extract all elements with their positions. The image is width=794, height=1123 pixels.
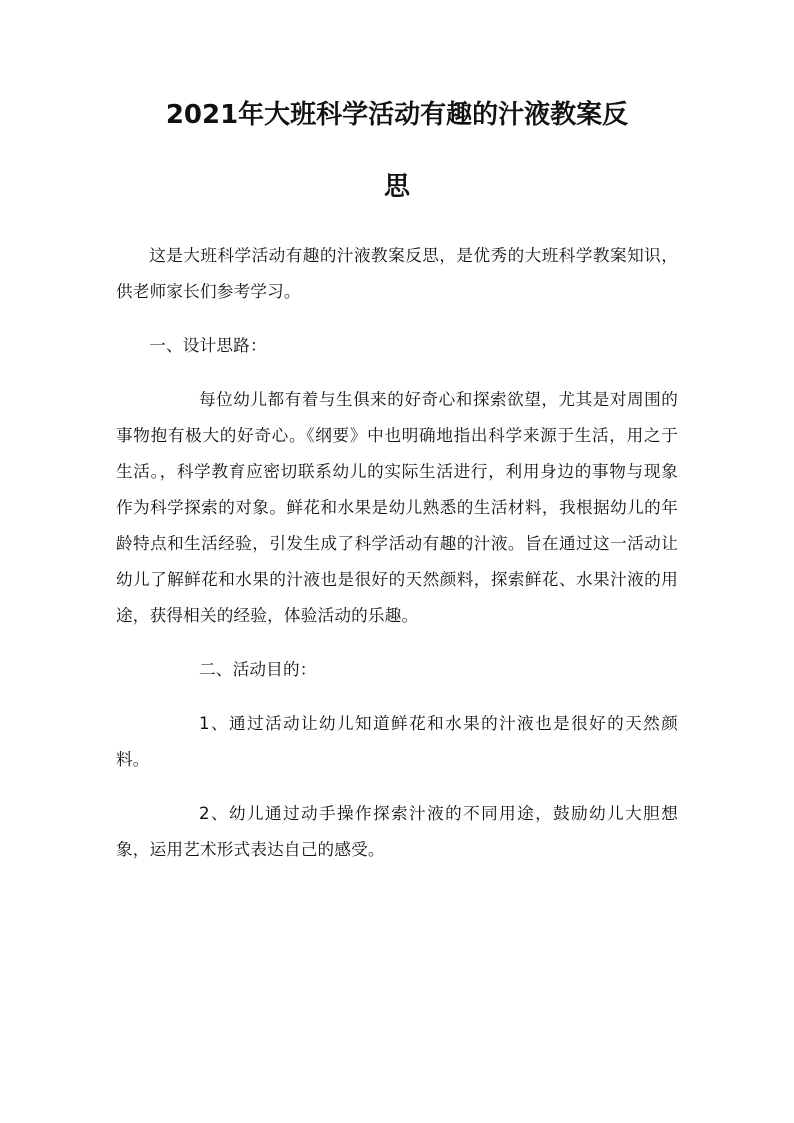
design-ideas-paragraph: 每位幼儿都有着与生俱来的好奇心和探索欲望，尤其是对周围的事物抱有极大的好奇心。《纲要》中也明确地指出科学来源于生活，用之于生活。，科学教育应密切联系幼儿的实际生活进行，利用身边的事物与现象作为科学探索的对象。鲜花和水果是幼儿熟悉的生活材料，我根据幼儿的年龄特点和生活经验，引发生成了科学活动有趣的汁液。旨在通过这一活动让幼儿了解鲜花和水果的汁液也是很好的天然颜料，探索鲜花、水果汁液的用途，获得相关的经验，体验活动的乐趣。 (116, 390, 678, 625)
document-title-line-2: 思 (383, 172, 410, 202)
document-title-line-1: 2021年大班科学活动有趣的汁液教案反 (165, 100, 629, 130)
intro-paragraph: 这是大班科学活动有趣的汁液教案反思，是优秀的大班科学教案知识，供老师家长们参考学习。 (116, 246, 678, 301)
goal-item-2: 2、幼儿通过动手操作探索汁液的不同用途，鼓励幼儿大胆想象，运用艺术形式表达自己的感受。 (116, 804, 678, 859)
goal-item-1: 1、通过活动让幼儿知道鲜花和水果的汁液也是很好的天然颜料。 (116, 714, 678, 769)
document-body (116, 238, 678, 886)
section-heading-design-ideas: 一、设计思路： (149, 336, 267, 355)
section-heading-activity-goals: 二、活动目的： (199, 660, 317, 679)
